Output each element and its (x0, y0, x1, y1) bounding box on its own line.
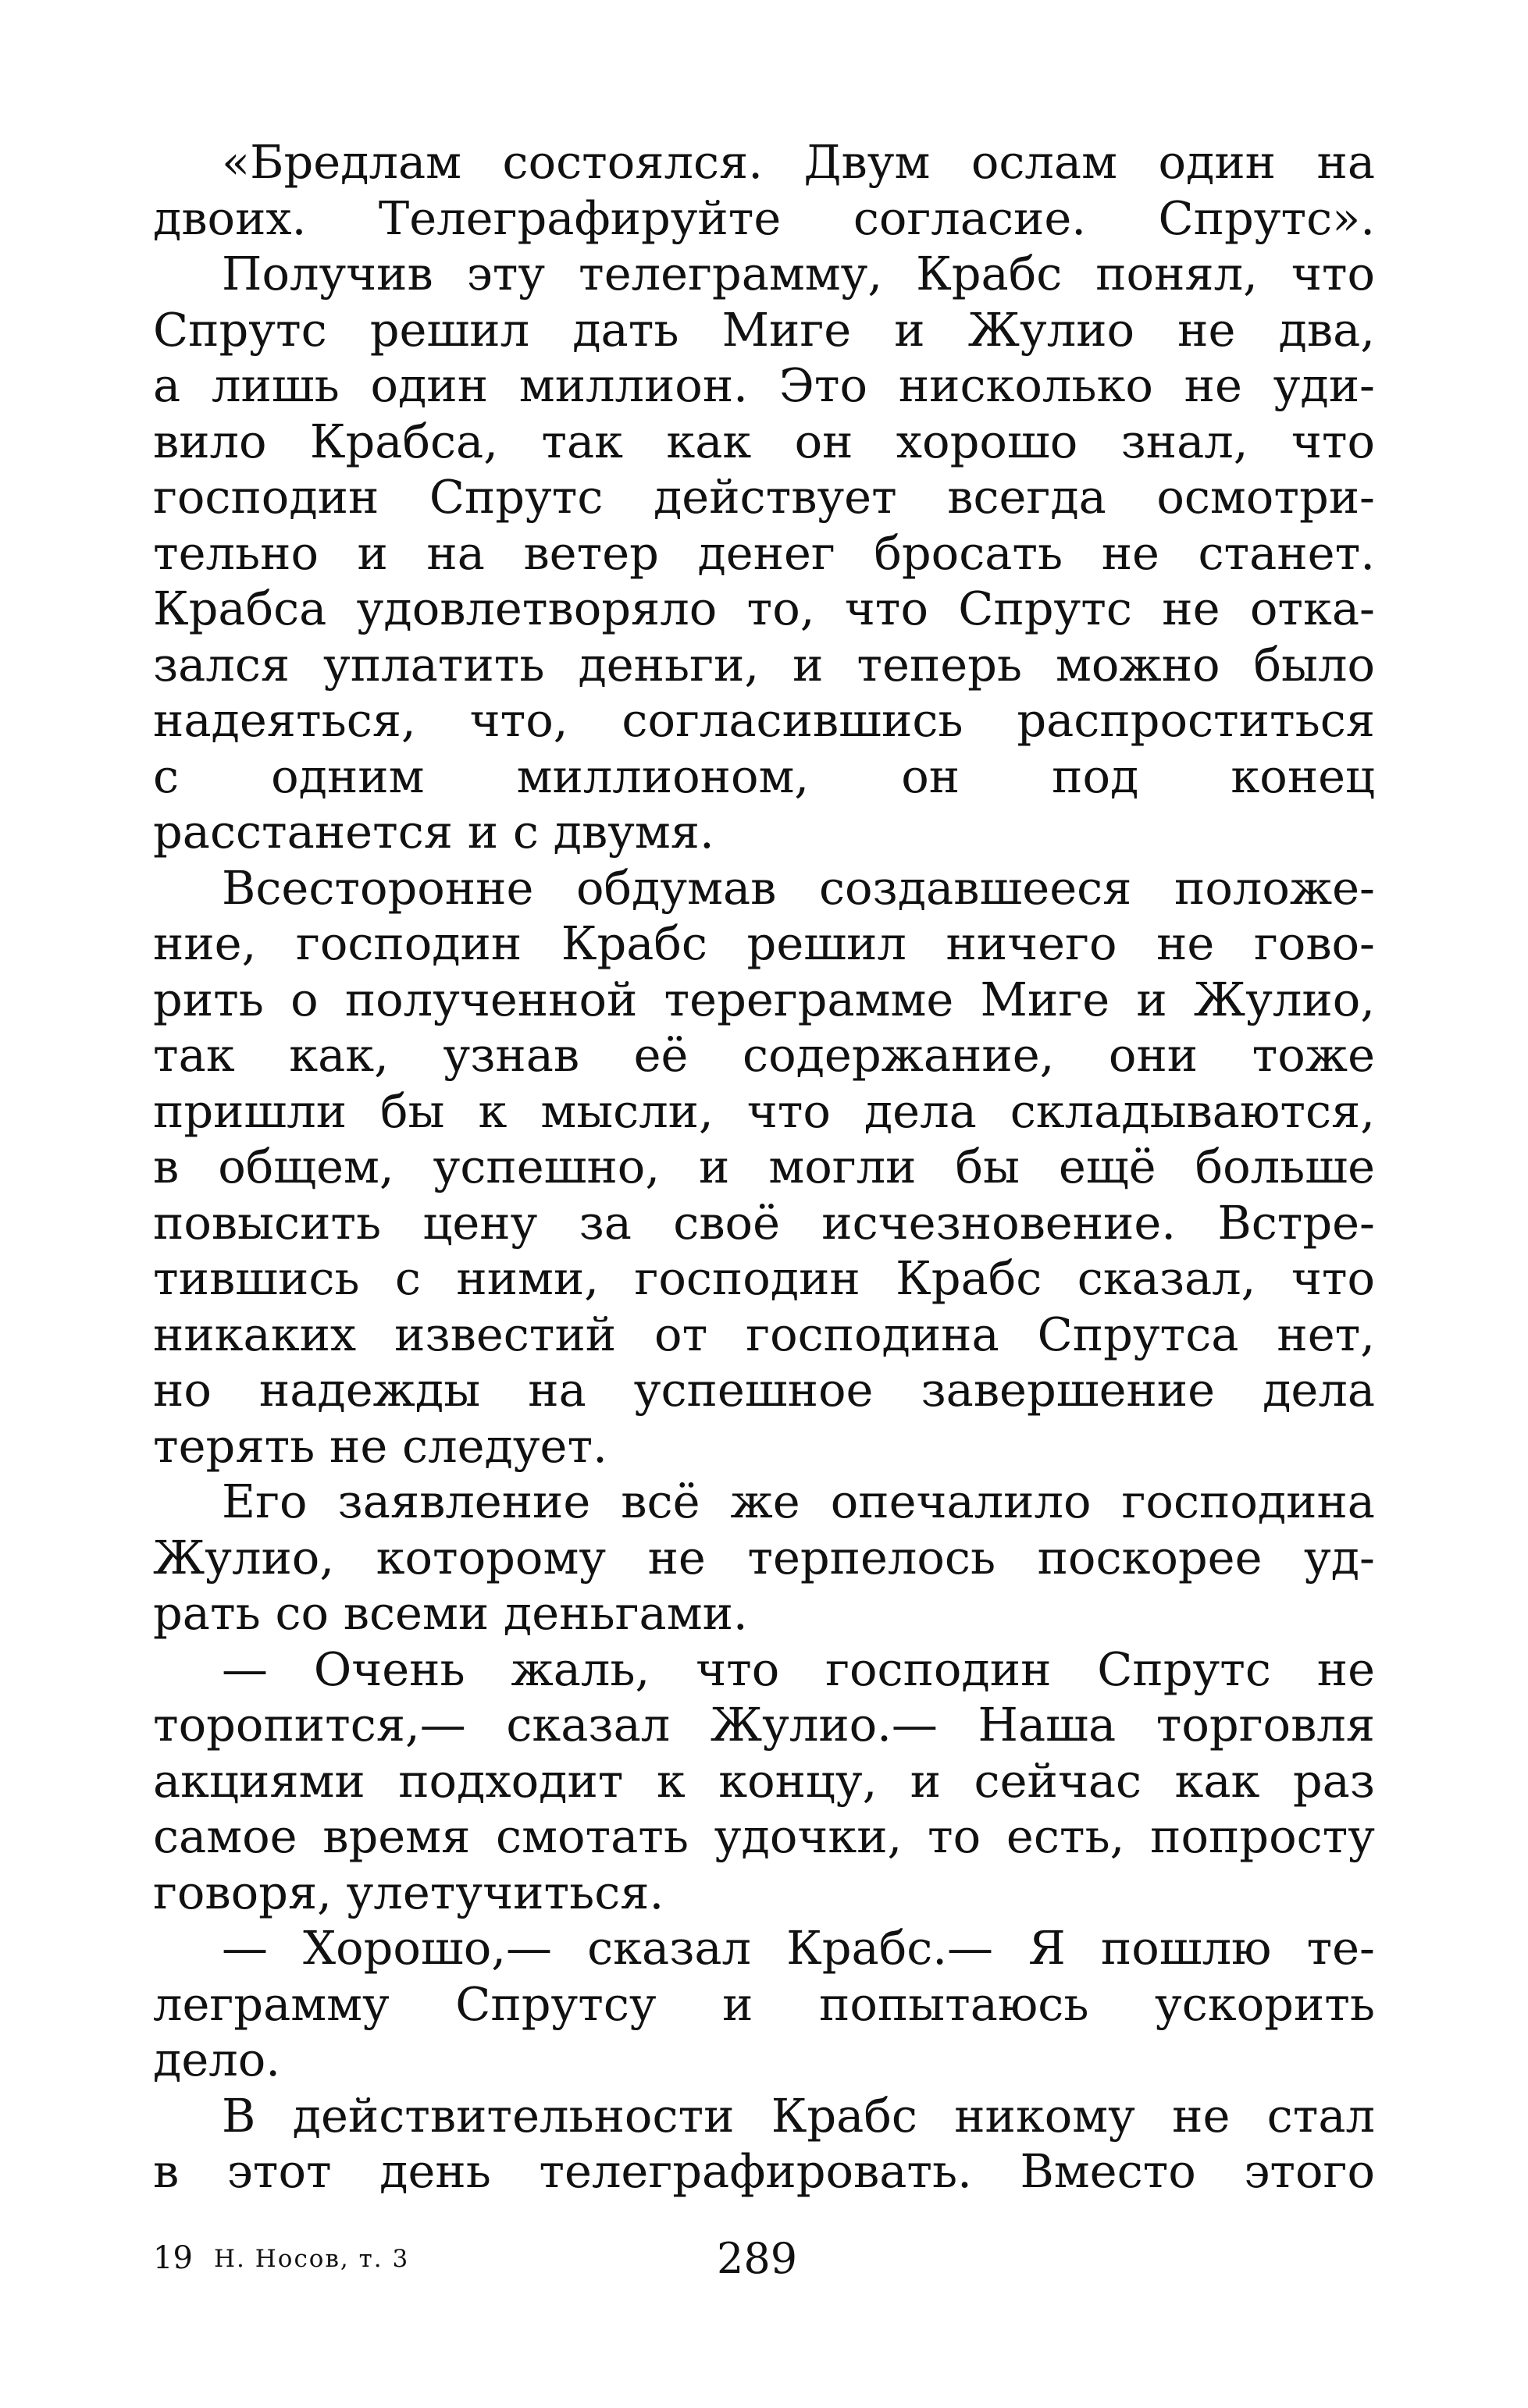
text-line: расстанется и с двумя. (153, 805, 714, 859)
text-line: с одним миллионом, он под конец (153, 749, 1375, 803)
page-footer (153, 2234, 1375, 2289)
text-line: а лишь один миллион. Это нисколько не уди- (153, 358, 1375, 412)
text-line: Спрутс решил дать Миге и Жулио не два, (153, 302, 1375, 357)
text-line: никаких известий от господина Спрутса нет, (153, 1307, 1375, 1361)
text-line: дело. (153, 2033, 280, 2086)
text-line: вило Крабса, так как он хорошо знал, что (153, 414, 1375, 468)
text-line: В действительности Крабс никому не стал (222, 2088, 1375, 2143)
text-line: пришли бы к мысли, что дела складываются, (153, 1083, 1375, 1138)
page-body-text (153, 134, 1375, 2200)
text-line: в общем, успешно, и могли бы ещё больше (153, 1140, 1375, 1193)
text-line: двоих. Телеграфируйте согласие. Спрутс». (153, 190, 1375, 245)
text-line: надеяться, что, согласившись распроститься (153, 693, 1375, 747)
text-line: акциями подходит к концу, и сейчас как раз (153, 1753, 1375, 1808)
text-line: тельно и на ветер денег бросать не станет. (153, 525, 1375, 580)
text-line: Его заявление всё же опечалило господина (222, 1474, 1375, 1528)
text-line: господин Спрутс действует всегда осмотри- (153, 470, 1375, 524)
text-line: терять не следует. (153, 1418, 607, 1473)
text-line: тившись с ними, господин Крабс сказал, что (153, 1251, 1375, 1305)
printer-signature-text: Н. Носов, т. 3 (214, 2245, 410, 2273)
text-line: самое время смотать удочки, то есть, попросту (153, 1809, 1375, 1863)
page-number: 289 (717, 2234, 798, 2283)
text-line: говоря, улетучиться. (153, 1865, 664, 1919)
text-line: «Бредлам состоялся. Двум ослам один на (222, 135, 1375, 189)
printer-signature-number: 19 (153, 2240, 193, 2276)
text-line: — Очень жаль, что господин Спрутс не (222, 1641, 1375, 1696)
text-line: Жулио, которому не терпелось поскорее уд- (153, 1530, 1375, 1585)
text-line: зался уплатить деньги, и теперь можно было (153, 637, 1375, 692)
text-line: Крабса удовлетворяло то, что Спрутс не отка- (153, 582, 1375, 635)
text-line: Всесторонне обдумав создавшееся положе- (222, 860, 1375, 915)
text-line: ние, господин Крабс решил ничего не гово- (153, 916, 1375, 970)
text-line: рать со всеми деньгами. (153, 1586, 748, 1640)
text-line: — Хорошо,— сказал Крабс.— Я пошлю те- (222, 1921, 1375, 1975)
text-line: Получив эту телеграмму, Крабс понял, что (222, 247, 1375, 301)
text-line: леграмму Спрутсу и попытаюсь ускорить (153, 1976, 1375, 2031)
text-line: но надежды на успешное завершение дела (153, 1363, 1375, 1417)
text-line: так как, узнав её содержание, они тоже (153, 1028, 1375, 1082)
text-line: рить о полученной тереграмме Миге и Жулио, (153, 972, 1375, 1026)
text-line: в этот день телеграфировать. Вместо этого (153, 2144, 1375, 2198)
text-line: повысить цену за своё исчезновение. Встре- (153, 1195, 1375, 1250)
text-line: торопится,— сказал Жулио.— Наша торговля (153, 1698, 1375, 1752)
